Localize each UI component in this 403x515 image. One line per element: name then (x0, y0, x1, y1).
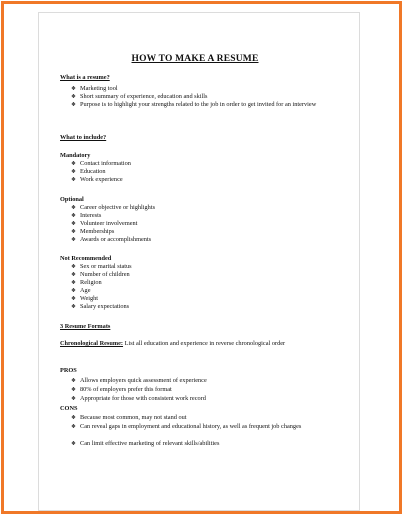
chronological-resume-label: Chronological Resume: (60, 340, 124, 347)
bullet-item: ❖ Contact information (80, 160, 350, 168)
subheading-pros: PROS (60, 367, 77, 374)
document-title: HOW TO MAKE A RESUME (131, 54, 259, 64)
bullet-item: ❖ Work experience (80, 176, 350, 184)
bullet-item: ❖ Can reveal gaps in employment and educational history, as well as frequent job changes (80, 423, 350, 431)
bullet-item: ❖ Weight (80, 295, 350, 303)
bullet-item: ❖ Memberships (80, 228, 350, 236)
bullet-item: ❖ Salary expectations (80, 303, 350, 311)
bullet-item: ❖ Marketing tool (80, 85, 350, 93)
chronological-resume-text: List all education and experience in reverse chronological order (123, 340, 286, 347)
bullet-item: ❖ Age (80, 287, 350, 295)
section-heading-what-is-resume: What is a resume? (60, 74, 110, 81)
bullet-item: ❖ Interests (80, 212, 350, 220)
bullet-item: ❖ Number of children (80, 271, 350, 279)
subheading-optional: Optional (60, 196, 84, 203)
subheading-mandatory: Mandatory (60, 152, 91, 159)
subheading-not-recommended: Not Recommended (60, 255, 112, 262)
section-heading-resume-formats: 3 Resume Formats (60, 323, 111, 330)
section-heading-what-to-include: What to include? (60, 134, 107, 141)
bullet-item: ❖ Education (80, 168, 350, 176)
bullet-item: ❖ Volunteer involvement (80, 220, 350, 228)
subheading-cons: CONS (60, 405, 78, 412)
bullet-item: ❖ Religion (80, 279, 350, 287)
bullet-item: ❖ Appropriate for those with consistent work record (80, 395, 350, 403)
bullet-item: ❖ Sex or marital status (80, 263, 350, 271)
bullet-item: ❖ Allows employers quick assessment of experience (80, 377, 350, 385)
bullet-item: ❖ Because most common, may not stand out (80, 414, 350, 422)
chronological-resume-paragraph (60, 340, 335, 348)
bullet-item: ❖ Awards or accomplishments (80, 236, 350, 244)
bullet-item: ❖ Short summary of experience, education and skills (80, 93, 350, 101)
bullet-item: ❖ 80% of employers prefer this format (80, 386, 350, 394)
bullet-item: ❖ Can limit effective marketing of relevant skills/abilities (80, 440, 350, 448)
bullet-item: ❖ Purpose is to highlight your strengths related to the job in order to get invited for an interview (80, 101, 350, 109)
bullet-item: ❖ Career objective or highlights (80, 204, 350, 212)
